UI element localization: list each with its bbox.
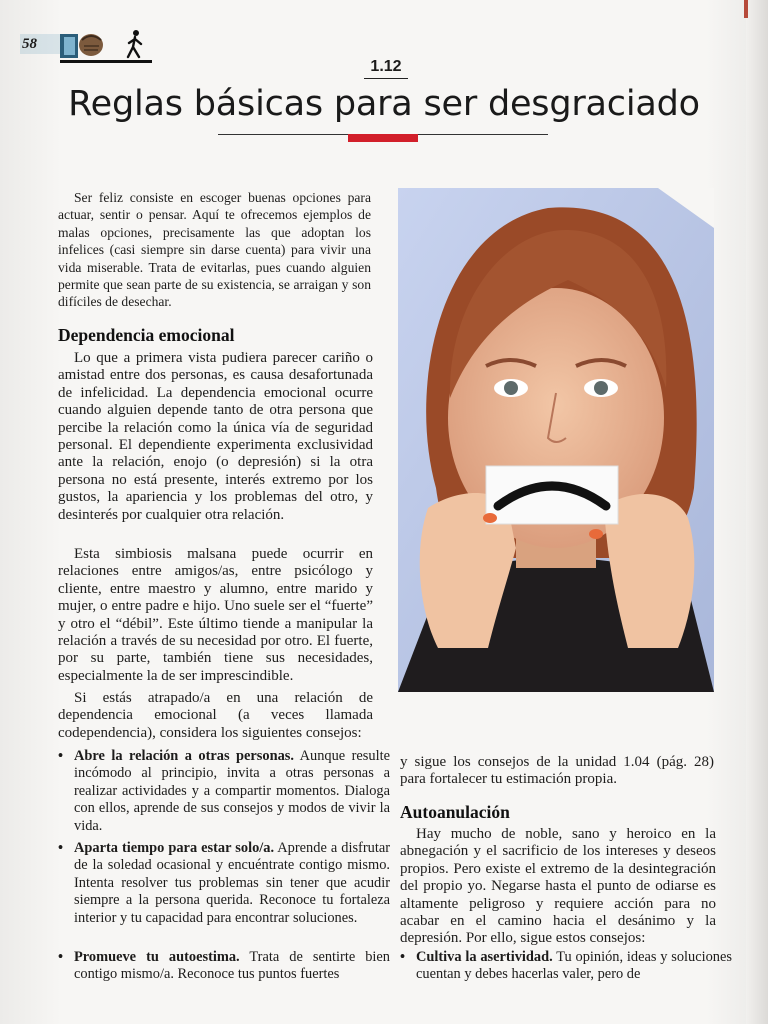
bullet-text: Aunque resulte incómodo al principio, invita a otras personas a realizar actividades y a compartir momentos. Dialoga con ellos, aprende de sus consejos y modos de vivir la vida. [74,748,390,834]
bullet-bold: Cultiva la asertividad. [416,949,553,965]
section-number-text: 1.12 [364,58,407,79]
header-icons [60,28,152,62]
bullet-bold: Aparta tiempo para estar solo/a. [74,840,275,856]
section-number [0,58,768,79]
title-accent-bar [348,134,418,142]
bullet-dot: • [58,748,64,764]
bullet-item [58,748,390,835]
page-edge [746,0,768,1024]
continuation-paragraph: y sigue los consejos de la unidad 1.04 (pág. 28) para fortalecer tu estimación propia. [400,754,714,788]
bullet-item [58,840,390,927]
bullet-text: Aprende a disfrutar de la soledad ocasional y encuéntrate contigo mismo. Intenta resolver tus problemas sin tener que acudir siempre a la persona querida. Reconoce tu fortaleza interior y tu capacidad para encontrar soluciones. [74,840,390,926]
autoanulacion-paragraph: Hay mucho de noble, sano y heroico en la abnegación y el sacrificio de los intereses y deseos propios. Pero existe el extremo de la desintegración del propio yo. Negarse hasta el punto de odiarse es altamente peligroso y requiere acción para no acabar en el camino hacia el desánimo y la depresión. Por ello, sigue estos consejos: [400,826,716,947]
dependencia-paragraph-3: Si estás atrapado/a en una relación de dependencia emocional (a veces llamada codependencia), considera los siguientes consejos: [58,690,373,741]
dependencia-paragraph-2: Esta simbiosis malsana puede ocurrir en relaciones entre amigos/as, entre psicólogo y cliente, entre maestro y alumno, entre marido y mujer, o entre padre e hijo. Uno suele ser el “fuerte” y otro el “débil”. Este último tiende a manipular la relación a través de su necesidad por otro. El fuerte, por su parte, también tiene sus necesidades, especialmente la de ser imprescindible. [58,546,373,684]
section-heading-dependencia: Dependencia emocional [58,325,235,345]
page-title: Reglas básicas para ser desgraciado [68,84,700,124]
bullet-item [58,949,390,984]
bullet-item [400,949,732,984]
bullet-dot: • [58,840,64,856]
bullet-dot: • [400,949,406,965]
bullet-dot: • [58,949,64,965]
bullet-bold: Abre la relación a otras personas. [74,748,294,764]
edge-marker [744,0,748,18]
bullet-text: Trata de sentirte bien contigo mismo/a. Reconoce tus puntos fuertes [74,949,390,983]
intro-paragraph: Ser feliz consiste en escoger buenas opciones para actuar, sentir o pensar. Aquí te ofrecemos ejemplos de malas opciones, precisamente las que adoptan los infelices (casi siempre sin darse cuenta) para vivir una vida miserable. Trata de evitarlas, pues cuando alguien permite que sean parte de su existencia, se arraigan y son difíciles de desechar. [58,190,371,310]
fist-icon [79,34,103,56]
bullet-bold: Promueve tu autoestima. [74,949,240,965]
bullet-text: Tu opinión, ideas y soluciones cuentan y debes hacerlas valer, pero de [416,949,732,983]
walking-person-icon [128,30,141,57]
section-heading-autoanulacion: Autoanulación [400,802,510,822]
book-icon [60,34,78,58]
dependencia-paragraph-1: Lo que a primera vista pudiera parecer cariño o amistad entre dos personas, es causa desafortunada de infelicidad. La dependencia emocional ocurre cuando alguien depende tanto de otra persona que percibe la relación como la única vía de seguridad personal. El dependiente experimenta exclusividad ante la relación, enojo (o depresión) si la otra persona no está presente, interés extremo por los gustos, la apariencia y los problemas del otro, y desinterés por cualquier otra relación. [58,350,373,523]
photo-illustration [398,188,714,692]
sad-woman-photo [398,188,714,692]
page-number: 58 [22,36,37,52]
